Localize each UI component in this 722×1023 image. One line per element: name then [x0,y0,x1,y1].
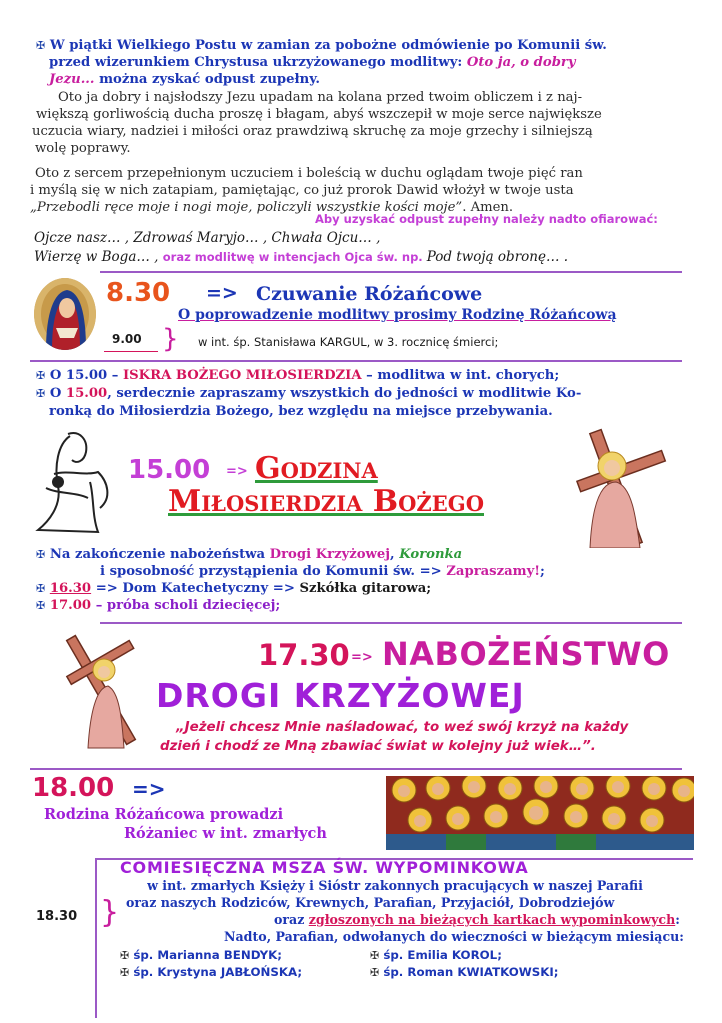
intro-line-2: przed wizerunkiem Chrystusa ukrzyżowanego modlitwy: [49,55,467,70]
evening-line-1: Rodzina Różańcowa prowadzi [44,806,284,823]
memorial-title: COMIESIĘCZNA MSZA ŚW. WYPOMINKOWA [120,858,529,877]
guitar-place: => Dom Katechetyczny => [91,581,300,596]
prayer-line: Oto z sercem przepełnionym uczuciem i boleścią w duchu oglądam twoje pięć ran [35,166,583,181]
mercy-note-time: O 15.00 – [49,368,123,383]
evening-time: 18.00 [32,773,115,803]
mercy-title-1: Godzina [255,451,378,486]
mercy-notes [36,367,581,421]
amen: . Amen. [462,200,514,215]
quote-line-2: dzień i chodź ze Mną zbawiać świat w kolejny już wiek…”. [160,739,596,754]
rosary-time: 8.30 [106,278,171,308]
mass-time: 9.00 [112,332,142,346]
mass-intention: w int. śp. Stanisława KARGUL, w 3. rocznicę śmierci; [198,335,499,349]
stations-note: Na zakończenie nabożeństwa [49,547,270,562]
mercy-note-text: – modlitwa w int. chorych; [361,368,560,383]
psalm-quote: „Przebodli ręce moje i nogi moje, policzyli wszystkie kości moje” [30,200,463,215]
memorial-body [96,877,694,945]
memorial-line-3a: oraz [274,912,309,927]
pieta-icon [28,426,120,538]
indulgence-note: Aby uzyskać odpust zupełny należy nadto ofiarować: [315,212,658,226]
deceased-name: śp. Roman KWIATKOWSKI; [383,965,559,979]
mercy-arrow: => [226,464,248,479]
memorial-time: 18.30 [36,909,78,924]
chaplet-name: Koronka [399,547,463,562]
intro-prayer-name-end: Jezu... [49,72,95,87]
afternoon-notes [36,546,545,614]
mercy-invite-time: 15.00 [65,386,108,401]
required-prayers [34,229,568,267]
brace-icon: } [162,324,179,354]
memorial-line-2: oraz naszych Rodziców, Krewnych, Parafian, Przyjaciół, Dobrodziejów [126,895,615,910]
bullet-cross-icon: ✠ [36,369,46,382]
mercy-invite-prefix: O [49,386,66,401]
bullet-cross-icon: ✠ [120,949,130,962]
stations-time: 17.30 [258,638,350,672]
saints-icon [386,776,694,850]
bullet-cross-icon: ✠ [370,949,380,962]
prayer-line: Oto ja dobry i najsłodszy Jezu upadam na kolana przed twoim obliczem i z naj- [58,90,583,105]
bullet-cross-icon: ✠ [370,966,380,979]
bullet-cross-icon: ✠ [36,582,46,595]
rosary-title: Czuwanie Różańcowe [256,283,483,305]
mary-icon [34,278,96,350]
evening-text [44,805,327,843]
guitar-school: Szkółka gitarowa; [299,581,432,596]
prayers-creed: Wierzę w Boga… , [34,249,163,265]
prayers-line-1: Ojcze nasz… , Zdrowaś Maryjo… , Chwała Ojcu… , [34,230,381,246]
prayer-text [30,89,700,216]
deceased-name: śp. Emilia KOROL; [383,948,502,962]
quote-line-1: „Jeżeli chcesz Mnie naśladować, to weź swój krzyż na każdy [176,720,629,735]
jesus-cross-icon [570,426,670,548]
mercy-spark: ISKRA BOŻEGO MIŁOSIERDZIA [122,368,362,383]
guitar-time: 16.30 [49,581,92,596]
mass-time-box [104,329,158,352]
stations-arrow: => [351,650,373,665]
prayer-line: uczucia wiary, nadziei i miłości oraz prawdziwą skruchę za moje grzechy i silniejszą [32,124,593,139]
brace-icon: } [100,895,120,930]
intro-line-1: W piątki Wielkiego Postu w zamian za pobożne odmówienie po Komunii św. [49,38,607,53]
bullet-cross-icon: ✠ [36,39,46,52]
bullet-cross-icon: ✠ [36,599,46,612]
memorial-line-4: Nadto, Parafian, odwołanych do wieczności w bieżącym miesiącu: [224,929,684,944]
mercy-title-2: Miłosierdzia Bożego [168,484,484,519]
stations-title-2: DROGI KRZYŻOWEJ [156,676,525,715]
divider [100,271,682,273]
jesus-cross-icon [62,630,142,750]
comma: , [390,547,400,562]
stations-title-1: NABOŻEŃSTWO [382,635,670,673]
schola-text: – próba scholi dziecięcej; [91,598,281,613]
divider [30,360,682,362]
memorial-line-1: w int. zmarłych Księży i Sióstr zakonnych pracujących w naszej Parafii [147,878,643,893]
bullet-cross-icon: ✠ [120,966,130,979]
bullet-cross-icon: ✠ [36,387,46,400]
stations-quote [160,718,629,756]
communion-note: i sposobność przystąpienia do Komunii św. => [100,564,447,579]
divider [30,768,682,770]
divider [100,622,682,624]
bullet-cross-icon: ✠ [36,548,46,561]
stations-name: Drogi Krzyżowej [269,547,391,562]
prayers-pope-intention: oraz modlitwę w intencjach Ojca św. np. [162,250,427,264]
memorial-slips: zgłoszonych na bieżących kartkach wypominkowych [308,912,676,927]
intro-block [36,37,696,88]
mercy-invite-text: , serdecznie zapraszamy wszystkich do jedności w modlitwie Ko- [107,386,582,401]
deceased-name: śp. Marianna BENDYK; [133,948,283,962]
mercy-invite-text-2: ronką do Miłosierdzia Bożego, bez względu na miejsce przebywania. [49,404,553,419]
prayer-line: większą gorliwością ducha proszę i błagam, abyś wszczepił w moje serce największe [36,107,602,122]
intro-prayer-name: Oto ja, o dobry [466,55,576,70]
rosary-arrow: => [206,282,238,304]
schola-time: 17.00 [49,598,92,613]
deceased-name: śp. Krystyna JABŁOŃSKA; [133,965,303,979]
prayer-line: wolę poprawy. [35,141,131,156]
invite-text: Zapraszamy! [446,564,541,579]
intro-line-3: można zyskać odpust zupełny. [94,72,320,87]
rosary-subtitle: O poprowadzenie modlitwy prosimy Rodzinę Różańcową [178,307,617,323]
prayer-line: i myślą się w nich zatapiam, pamiętając, co już prorok Dawid włożył w twoje usta [30,183,574,198]
semicolon: ; [540,564,545,579]
mercy-time: 15.00 [128,455,211,485]
prayers-sub-tuum: Pod twoją obronę… . [426,249,569,265]
evening-line-2: Różaniec w int. zmarłych [124,825,327,842]
colon: : [675,912,680,927]
evening-arrow: => [132,777,166,801]
